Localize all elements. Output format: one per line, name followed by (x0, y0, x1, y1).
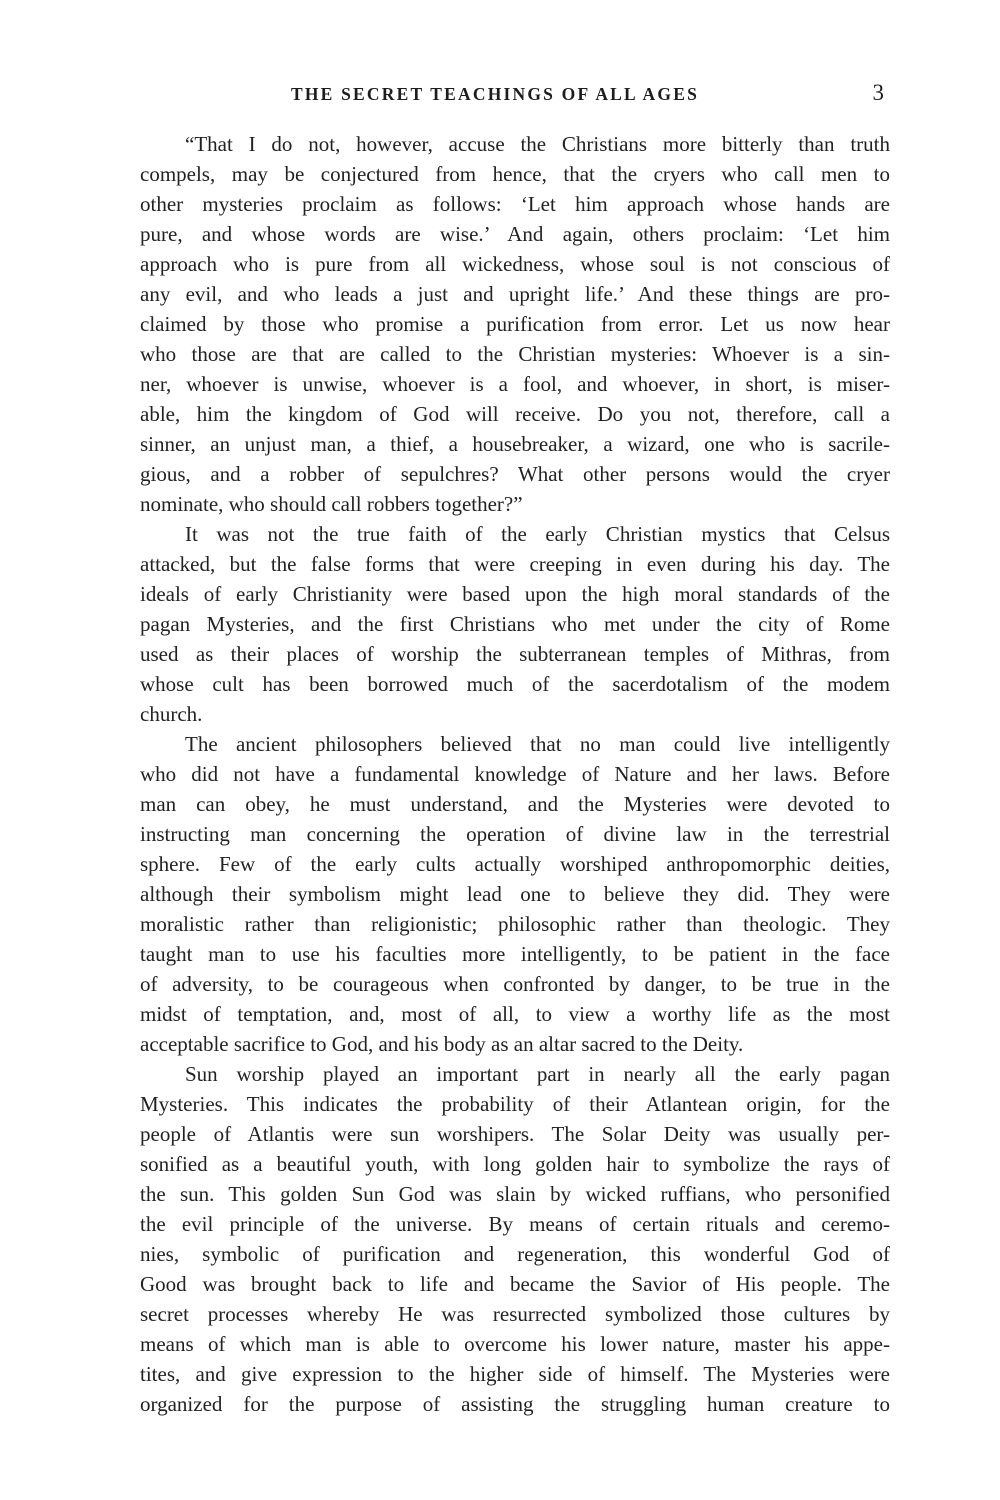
text-line: approach who is pure from all wickedness, whose soul is not conscious of (140, 252, 890, 276)
text-line: midst of temptation, and, most of all, to view a worthy life as the most (140, 1002, 890, 1026)
text-line: although their symbolism might lead one to believe they did. They were (140, 882, 890, 906)
text-line: instructing man concerning the operation of divine law in the terrestrial (140, 822, 890, 846)
text-line: organized for the purpose of assisting the struggling human creature to (140, 1392, 890, 1416)
text-line: sonified as a beautiful youth, with long golden hair to symbolize the rays of (140, 1152, 890, 1176)
text-line: Mysteries. This indicates the probability of their Atlantean origin, for the (140, 1092, 890, 1116)
text-line: sphere. Few of the early cults actually worshiped anthropomorphic deities, (140, 852, 890, 876)
text-line: moralistic rather than religionistic; philosophic rather than theologic. They (140, 912, 890, 936)
text-line: any evil, and who leads a just and upright life.’ And these things are pro- (140, 282, 890, 306)
text-line: the evil principle of the universe. By means of certain rituals and ceremo- (140, 1212, 890, 1236)
text-line: The ancient philosophers believed that no man could live intelligently (185, 732, 890, 756)
text-line: tites, and give expression to the higher side of himself. The Mysteries were (140, 1362, 890, 1386)
text-line: other mysteries proclaim as follows: ‘Let him approach whose hands are (140, 192, 890, 216)
text-line: Sun worship played an important part in nearly all the early pagan (185, 1062, 890, 1086)
text-line: gious, and a robber of sepulchres? What other persons would the cryer (140, 462, 890, 486)
text-line: pure, and whose words are wise.’ And again, others proclaim: ‘Let him (140, 222, 890, 246)
text-line: man can obey, he must understand, and the Mysteries were devoted to (140, 792, 890, 816)
page-body (140, 129, 890, 1419)
paragraph (140, 519, 890, 729)
text-line: who those are that are called to the Christian mysteries: Whoever is a sin- (140, 342, 890, 366)
text-line: whose cult has been borrowed much of the sacerdotalism of the modem (140, 672, 890, 696)
text-line: ideals of early Christianity were based upon the high moral standards of the (140, 582, 890, 606)
text-line: pagan Mysteries, and the first Christians who met under the city of Rome (140, 612, 890, 636)
page-title: THE SECRET TEACHINGS OF ALL AGES (290, 84, 700, 104)
text-line: acceptable sacrifice to God, and his body as an altar sacred to the Deity. (140, 1032, 744, 1056)
page-number: 3 (872, 80, 884, 105)
text-line: ner, whoever is unwise, whoever is a fool, and whoever, in short, is miser- (140, 372, 890, 396)
text-line: church. (140, 702, 203, 726)
paragraph (140, 129, 890, 519)
text-line: compels, may be conjectured from hence, that the cryers who call men to (140, 162, 890, 186)
text-line: means of which man is able to overcome his lower nature, master his appe- (140, 1332, 890, 1356)
text-line: taught man to use his faculties more intelligently, to be patient in the face (140, 942, 890, 966)
text-line: claimed by those who promise a purification from error. Let us now hear (140, 312, 890, 336)
text-line: nies, symbolic of purification and regeneration, this wonderful God of (140, 1242, 890, 1266)
text-line: attacked, but the false forms that were creeping in even during his day. The (140, 552, 890, 576)
text-line: Good was brought back to life and became the Savior of His people. The (140, 1272, 890, 1296)
text-line: secret processes whereby He was resurrected symbolized those cultures by (140, 1302, 890, 1326)
text-line: who did not have a fundamental knowledge of Nature and her laws. Before (140, 762, 890, 786)
text-line: able, him the kingdom of God will receive. Do you not, therefore, call a (140, 402, 890, 426)
text-line: “That I do not, however, accuse the Christians more bitterly than truth (185, 132, 890, 156)
text-line: people of Atlantis were sun worshipers. The Solar Deity was usually per- (140, 1122, 890, 1146)
paragraph (140, 1059, 890, 1419)
text-line: nominate, who should call robbers together?” (140, 492, 523, 516)
text-line: the sun. This golden Sun God was slain by wicked ruffians, who personified (140, 1182, 890, 1206)
text-line: of adversity, to be courageous when confronted by danger, to be true in the (140, 972, 890, 996)
paragraph (140, 729, 890, 1059)
text-line: used as their places of worship the subterranean temples of Mithras, from (140, 642, 890, 666)
running-head (140, 80, 890, 108)
text-line: sinner, an unjust man, a thief, a housebreaker, a wizard, one who is sacrile- (140, 432, 890, 456)
text-line: It was not the true faith of the early Christian mystics that Celsus (185, 522, 890, 546)
